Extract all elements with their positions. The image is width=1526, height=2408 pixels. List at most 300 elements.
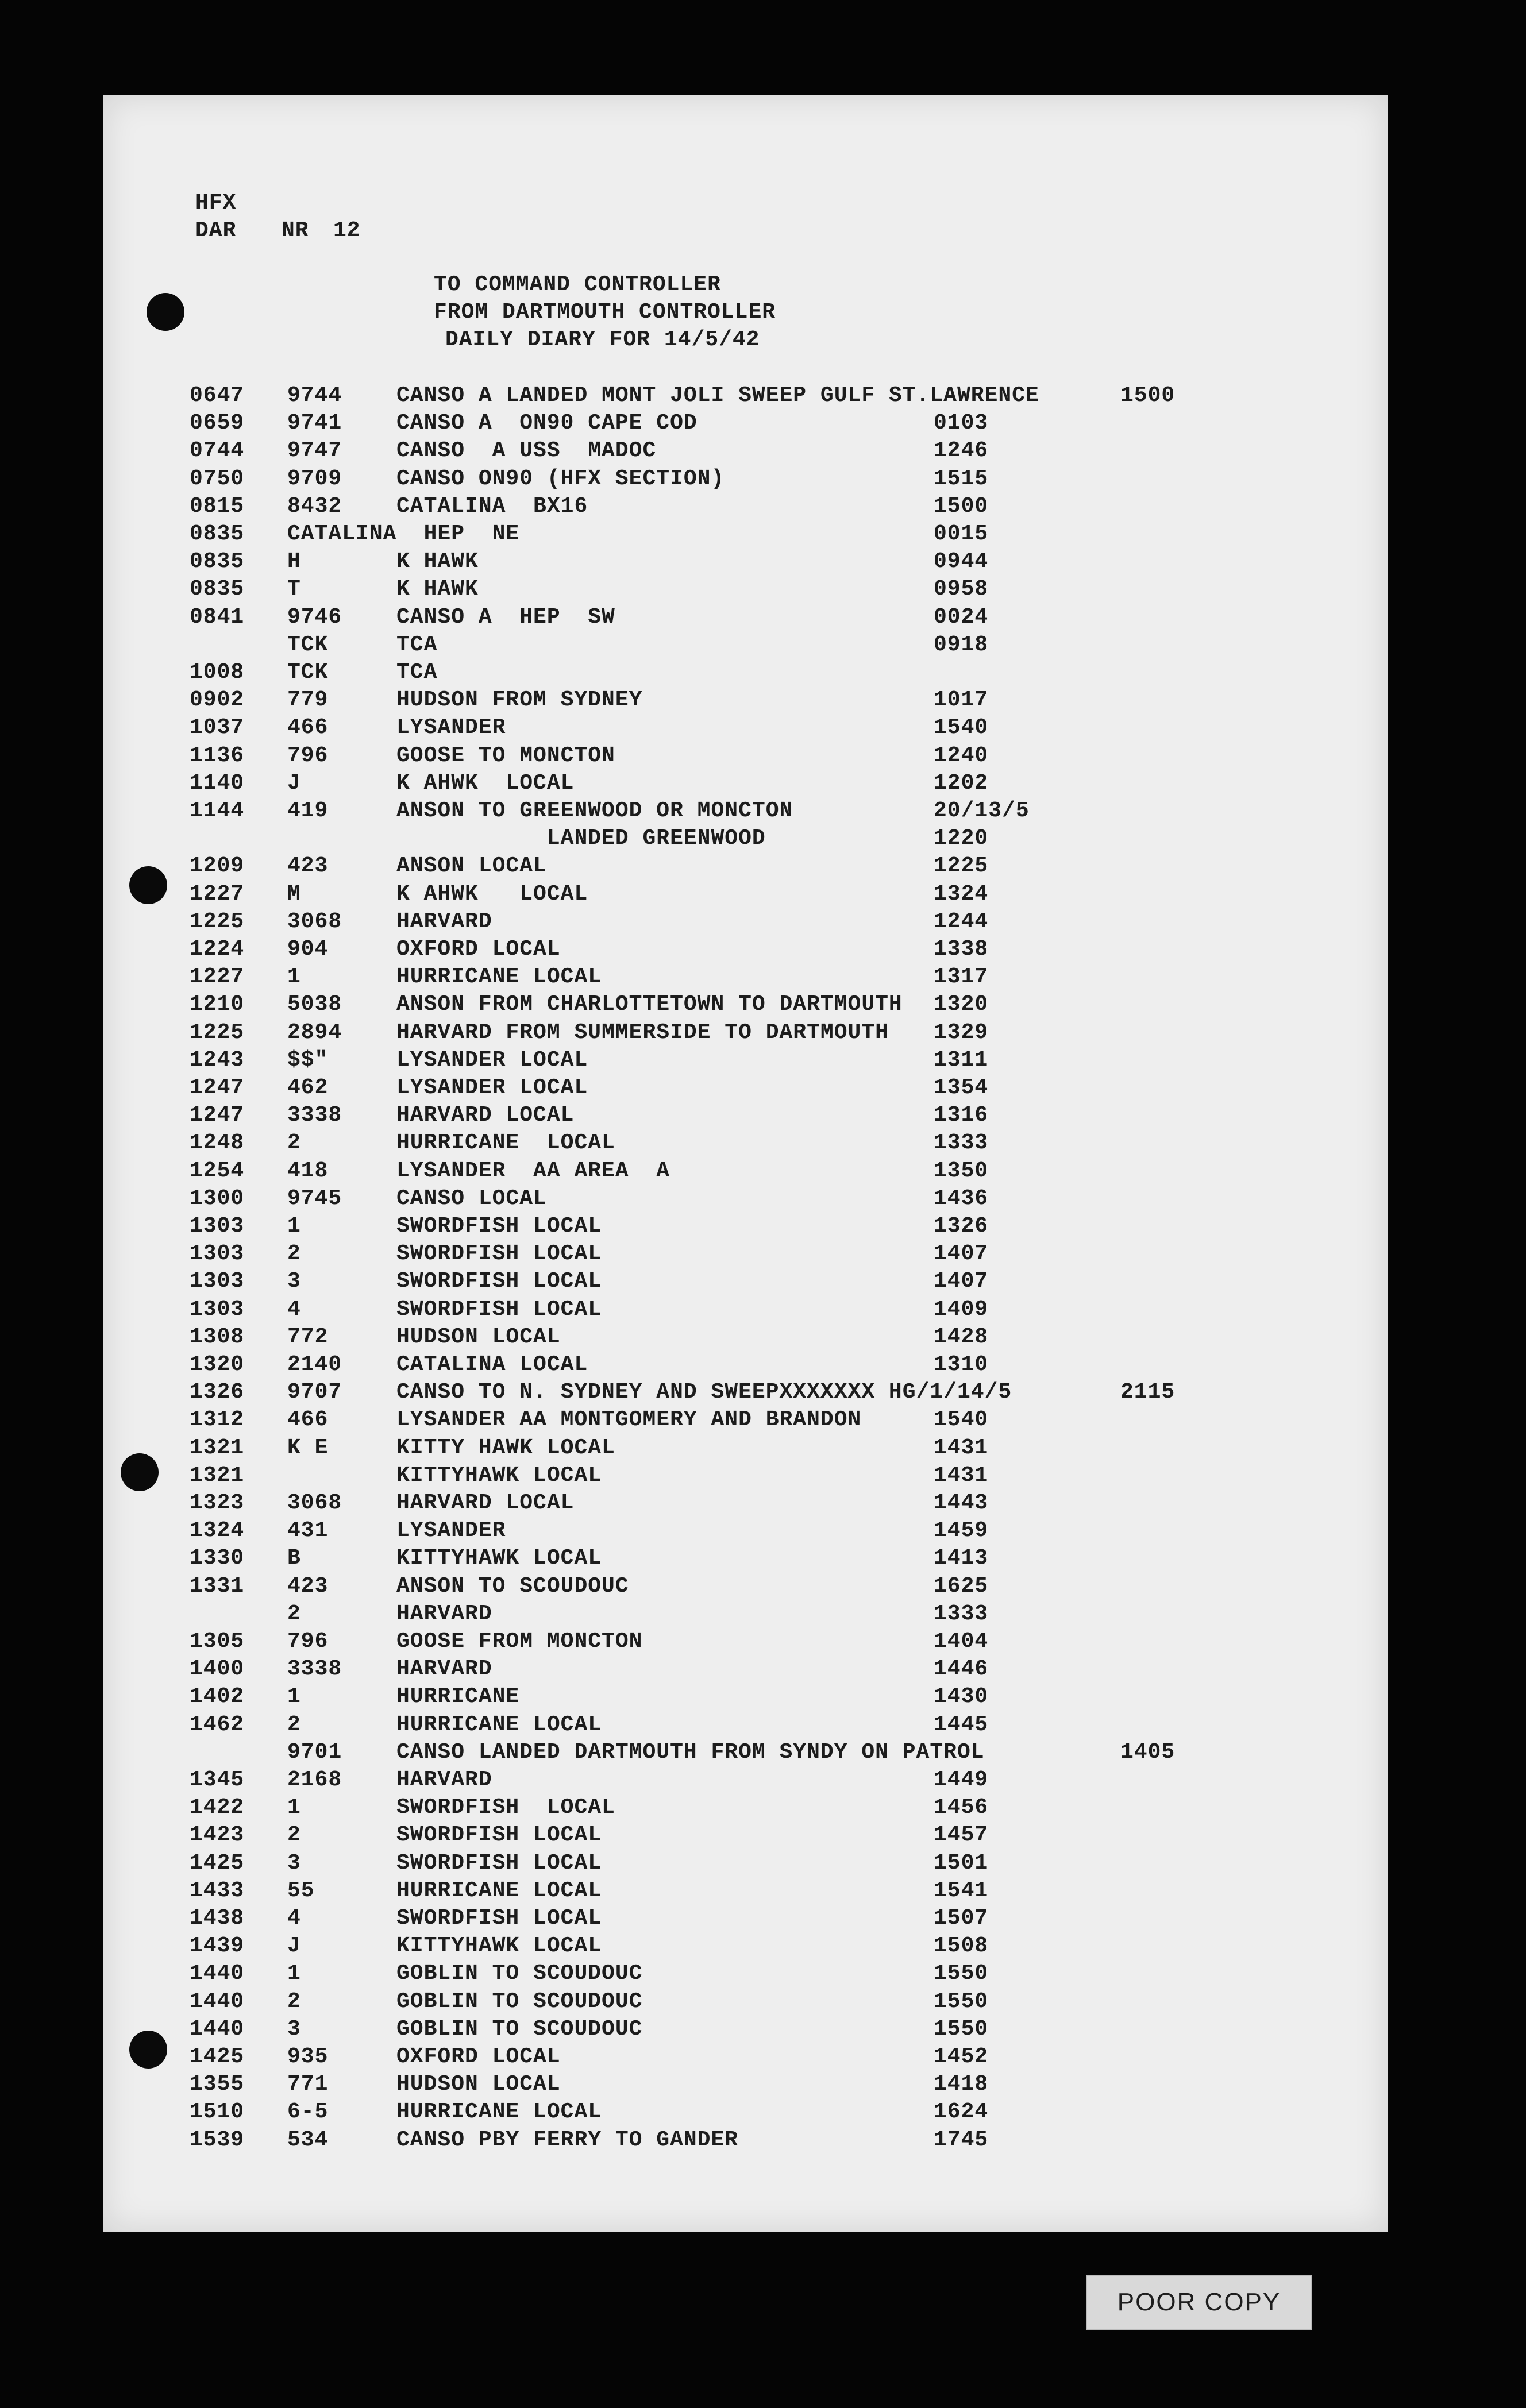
diary-row bbox=[103, 576, 1388, 603]
entry-time: 1227 bbox=[190, 881, 245, 906]
entry-aircraft: 5038 bbox=[287, 992, 342, 1017]
entry-aircraft: 772 bbox=[287, 1324, 329, 1349]
entry-description: TCA bbox=[396, 632, 438, 657]
entry-time: 1300 bbox=[190, 1186, 245, 1211]
punch-hole bbox=[147, 293, 184, 331]
diary-row bbox=[103, 1379, 1388, 1406]
entry-aircraft: $$" bbox=[287, 1047, 329, 1072]
entry-return-time: 1508 bbox=[934, 1934, 989, 1959]
header-hfx: HFX bbox=[195, 191, 237, 215]
entry-return-time: 1407 bbox=[934, 1241, 989, 1267]
diary-row bbox=[103, 1185, 1388, 1213]
entry-description: LANDED GREENWOOD bbox=[396, 826, 766, 851]
entry-aircraft: 418 bbox=[287, 1158, 329, 1183]
entry-return-time: 1550 bbox=[934, 1961, 989, 1986]
entry-description: LYSANDER LOCAL bbox=[396, 1047, 588, 1072]
entry-return-time: 0918 bbox=[934, 632, 989, 657]
entry-time: 1210 bbox=[190, 992, 245, 1017]
entry-return-time: 0103 bbox=[934, 411, 989, 436]
entry-return-time: 1320 bbox=[934, 992, 989, 1017]
entry-aircraft: 4 bbox=[287, 1906, 301, 1931]
entry-aircraft: B bbox=[287, 1546, 301, 1571]
entry-description: CANSO A USS MADOC bbox=[396, 438, 657, 464]
entry-aircraft: 2 bbox=[287, 1989, 301, 2014]
entry-time: 1308 bbox=[190, 1324, 245, 1349]
entry-return-time: 1452 bbox=[934, 2044, 989, 2069]
diary-row bbox=[103, 1573, 1388, 1600]
diary-row bbox=[103, 1600, 1388, 1628]
entry-aircraft: TCK bbox=[287, 660, 329, 685]
entry-aircraft: 9701 bbox=[287, 1739, 342, 1765]
entry-time: 1324 bbox=[190, 1518, 245, 1543]
entry-time: 1345 bbox=[190, 1768, 245, 1792]
entry-time: 1355 bbox=[190, 2072, 245, 2097]
diary-row bbox=[103, 1489, 1388, 1517]
entry-aircraft: 466 bbox=[287, 1407, 329, 1433]
entry-description: SWORDFISH LOCAL bbox=[396, 1795, 615, 1820]
entry-return-time: 1501 bbox=[934, 1850, 989, 1876]
diary-row bbox=[103, 2071, 1388, 2098]
entry-aircraft: 6-5 bbox=[287, 2100, 329, 2125]
diary-row bbox=[103, 2098, 1388, 2126]
entry-time: 1321 bbox=[190, 1462, 245, 1488]
diary-row bbox=[103, 520, 1388, 548]
entry-description: LYSANDER bbox=[396, 1518, 506, 1543]
entry-return-time: 1443 bbox=[934, 1491, 989, 1515]
diary-row bbox=[103, 1545, 1388, 1572]
diary-row bbox=[103, 852, 1388, 880]
entry-return-time: 1404 bbox=[934, 1629, 989, 1654]
entry-return-time: 1329 bbox=[934, 1020, 989, 1045]
entry-aircraft: 9741 bbox=[287, 411, 342, 436]
entry-return-time: 1246 bbox=[934, 438, 989, 464]
entry-return-time: 1244 bbox=[934, 909, 989, 934]
header-nr: NR bbox=[282, 218, 309, 243]
entry-return-time: 0944 bbox=[934, 549, 989, 574]
entry-description: HARVARD LOCAL bbox=[396, 1103, 575, 1128]
diary-row bbox=[103, 1213, 1388, 1240]
header-dar: DAR bbox=[195, 218, 237, 243]
entry-return-time: 1017 bbox=[934, 688, 989, 713]
entry-return-time: 1202 bbox=[934, 770, 989, 796]
entry-aircraft: K E bbox=[287, 1435, 329, 1460]
entry-aircraft: 9707 bbox=[287, 1380, 342, 1405]
entry-time: 0659 bbox=[190, 411, 245, 436]
entry-return-time: 0958 bbox=[934, 577, 989, 602]
entry-description: SWORDFISH LOCAL bbox=[396, 1241, 602, 1267]
entry-description: GOBLIN TO SCOUDOUC bbox=[396, 1961, 643, 1986]
entry-description: CANSO A ON90 CAPE COD bbox=[396, 411, 698, 436]
entry-return-time: 1316 bbox=[934, 1103, 989, 1128]
entry-description: HARVARD bbox=[396, 1768, 492, 1792]
entry-time: 1144 bbox=[190, 798, 245, 823]
entry-aircraft: 3068 bbox=[287, 909, 342, 934]
entry-time: 0835 bbox=[190, 522, 245, 546]
entry-aircraft: 3338 bbox=[287, 1657, 342, 1682]
entry-aircraft: 466 bbox=[287, 715, 329, 740]
entry-return-time: 1507 bbox=[934, 1906, 989, 1931]
entry-time: 0750 bbox=[190, 466, 245, 491]
entry-return-time: 1317 bbox=[934, 964, 989, 990]
diary-row bbox=[103, 881, 1388, 908]
entry-description: LYSANDER bbox=[396, 715, 506, 740]
entry-aircraft: 9709 bbox=[287, 466, 342, 491]
entry-time: 1224 bbox=[190, 937, 245, 962]
entry-aircraft: 904 bbox=[287, 937, 329, 962]
entry-description: HURRICANE LOCAL bbox=[396, 1130, 615, 1156]
entry-description: KITTY HAWK LOCAL bbox=[396, 1435, 615, 1460]
entry-description: SWORDFISH LOCAL bbox=[396, 1906, 602, 1931]
entry-description: HURRICANE LOCAL bbox=[396, 2100, 602, 2125]
entry-aircraft: 2 bbox=[287, 1823, 301, 1848]
diary-row bbox=[103, 714, 1388, 742]
entry-description: LYSANDER LOCAL bbox=[396, 1075, 588, 1100]
diary-row bbox=[103, 659, 1388, 686]
entry-time: 1254 bbox=[190, 1158, 245, 1183]
entry-time: 0815 bbox=[190, 493, 245, 519]
entry-description: LYSANDER AA MONTGOMERY AND BRANDON bbox=[396, 1407, 862, 1433]
entry-aircraft: 2168 bbox=[287, 1768, 342, 1792]
entry-return-time: 1625 bbox=[934, 1573, 989, 1599]
entry-time: 0744 bbox=[190, 438, 245, 464]
entry-return-time: 1540 bbox=[934, 1407, 989, 1433]
entry-description: HUDSON LOCAL bbox=[396, 1324, 561, 1349]
entry-description: HURRICANE LOCAL bbox=[396, 1712, 602, 1737]
entry-return-time: 20/13/5 bbox=[934, 798, 1030, 823]
diary-row bbox=[103, 1517, 1388, 1545]
entry-time: 1225 bbox=[190, 1020, 245, 1045]
entry-return-time: 1240 bbox=[934, 743, 989, 768]
diary-row bbox=[103, 963, 1388, 991]
entry-description: TCA bbox=[396, 660, 438, 685]
diary-row bbox=[103, 604, 1388, 631]
entry-time: 1423 bbox=[190, 1823, 245, 1848]
entry-return-time: 1409 bbox=[934, 1296, 989, 1322]
entry-return-time: 1515 bbox=[934, 466, 989, 491]
entry-description: HARVARD bbox=[396, 1657, 492, 1682]
entry-return-time: 1449 bbox=[934, 1768, 989, 1792]
entry-aircraft: 8432 bbox=[287, 493, 342, 519]
entry-return-time: 1431 bbox=[934, 1435, 989, 1460]
entry-time: 1136 bbox=[190, 743, 245, 768]
entry-aircraft: 431 bbox=[287, 1518, 329, 1543]
entry-description: CATALINA BX16 bbox=[396, 493, 588, 519]
header-to: TO COMMAND CONTROLLER bbox=[434, 272, 721, 297]
entry-description: HURRICANE LOCAL bbox=[396, 964, 602, 990]
entry-return-time: 1550 bbox=[934, 1989, 989, 2014]
punch-hole bbox=[129, 866, 167, 904]
diary-row bbox=[103, 1129, 1388, 1157]
entry-time: 1037 bbox=[190, 715, 245, 740]
entry-aircraft: 55 bbox=[287, 1878, 315, 1903]
diary-row bbox=[103, 1296, 1388, 1323]
diary-row bbox=[103, 1960, 1388, 1988]
entry-time: 1440 bbox=[190, 2016, 245, 2042]
entry-aircraft: 1 bbox=[287, 1795, 301, 1820]
entry-description: ANSON TO SCOUDOUC bbox=[396, 1573, 629, 1599]
entry-return-time: 1333 bbox=[934, 1130, 989, 1156]
entry-time: 1400 bbox=[190, 1657, 245, 1682]
entry-time: 1008 bbox=[190, 660, 245, 685]
entry-aircraft: 779 bbox=[287, 688, 329, 713]
entry-return-time: 1550 bbox=[934, 2016, 989, 2042]
entry-description: SWORDFISH LOCAL bbox=[396, 1823, 602, 1848]
entry-description: OXFORD LOCAL bbox=[396, 937, 561, 962]
entry-aircraft: 2 bbox=[287, 1130, 301, 1156]
entry-description: KITTYHAWK LOCAL bbox=[396, 1462, 602, 1488]
entry-aircraft: 3 bbox=[287, 1269, 301, 1294]
entry-aircraft: TCK bbox=[287, 632, 329, 657]
entry-return-time: 1310 bbox=[934, 1352, 989, 1377]
entry-time: 1320 bbox=[190, 1352, 245, 1377]
entry-aircraft: J bbox=[287, 770, 301, 796]
entry-description: GOOSE FROM MONCTON bbox=[396, 1629, 643, 1654]
diary-row bbox=[103, 382, 1388, 410]
entry-return-time: 1338 bbox=[934, 937, 989, 962]
diary-row bbox=[103, 686, 1388, 714]
entry-time: 0902 bbox=[190, 688, 245, 713]
entry-description: HARVARD FROM SUMMERSIDE TO DARTMOUTH bbox=[396, 1020, 889, 1045]
entry-description: GOBLIN TO SCOUDOUC bbox=[396, 1989, 643, 2014]
entry-return-time: 1350 bbox=[934, 1158, 989, 1183]
entry-return-time: 1311 bbox=[934, 1047, 989, 1072]
entry-description: K AHWK LOCAL bbox=[396, 770, 575, 796]
entry-time: 0835 bbox=[190, 549, 245, 574]
diary-row bbox=[103, 1323, 1388, 1351]
entry-aircraft: 3338 bbox=[287, 1103, 342, 1128]
entry-time: 1433 bbox=[190, 1878, 245, 1903]
entry-aircraft: 9746 bbox=[287, 604, 342, 630]
entry-time: 1539 bbox=[190, 2127, 245, 2152]
entry-return-time: 1541 bbox=[934, 1878, 989, 1903]
entry-description: HARVARD bbox=[396, 909, 492, 934]
poor-copy-label: POOR COPY bbox=[1117, 2288, 1281, 2316]
entry-aircraft: J bbox=[287, 1934, 301, 1959]
diary-row bbox=[103, 1932, 1388, 1960]
entry-time: 1247 bbox=[190, 1103, 245, 1128]
entry-extra-time: 2115 bbox=[1120, 1380, 1176, 1405]
punch-hole bbox=[121, 1453, 159, 1491]
entry-return-time: 1428 bbox=[934, 1324, 989, 1349]
diary-row bbox=[103, 1351, 1388, 1379]
diary-row bbox=[103, 2127, 1388, 2154]
entry-time: 1330 bbox=[190, 1546, 245, 1571]
entry-return-time: 1445 bbox=[934, 1712, 989, 1737]
entry-description: CANSO ON90 (HFX SECTION) bbox=[396, 466, 725, 491]
diary-row bbox=[103, 770, 1388, 797]
entry-description: SWORDFISH LOCAL bbox=[396, 1850, 602, 1876]
entry-aircraft: 4 bbox=[287, 1296, 301, 1322]
entry-return-time: 1326 bbox=[934, 1214, 989, 1238]
entry-description: K HAWK bbox=[396, 549, 479, 574]
entry-description: CANSO A HEP SW bbox=[396, 604, 615, 630]
entry-return-time: 1324 bbox=[934, 881, 989, 906]
diary-row bbox=[103, 1240, 1388, 1268]
entry-aircraft: 9745 bbox=[287, 1186, 342, 1211]
entry-aircraft: 2140 bbox=[287, 1352, 342, 1377]
diary-row bbox=[103, 1711, 1388, 1739]
diary-row bbox=[103, 1988, 1388, 2016]
entry-aircraft: M bbox=[287, 881, 301, 906]
entry-time: 1402 bbox=[190, 1684, 245, 1709]
diary-row bbox=[103, 742, 1388, 770]
entry-time: 1462 bbox=[190, 1712, 245, 1737]
entry-return-time: 1459 bbox=[934, 1518, 989, 1543]
entry-time: 1140 bbox=[190, 770, 245, 796]
punch-hole bbox=[129, 2031, 167, 2069]
entry-extra-time: 1405 bbox=[1120, 1739, 1176, 1765]
diary-row bbox=[103, 1268, 1388, 1295]
entry-return-time: 1500 bbox=[934, 493, 989, 519]
entry-time: 1331 bbox=[190, 1573, 245, 1599]
entry-time: 1303 bbox=[190, 1296, 245, 1322]
entry-return-time: 1333 bbox=[934, 1601, 989, 1626]
diary-row bbox=[103, 908, 1388, 936]
entry-description: SWORDFISH LOCAL bbox=[396, 1214, 602, 1238]
entry-description: HUDSON FROM SYDNEY bbox=[396, 688, 643, 713]
diary-row bbox=[103, 1019, 1388, 1047]
entry-aircraft: 1 bbox=[287, 1684, 301, 1709]
diary-row bbox=[103, 825, 1388, 852]
entry-description: SWORDFISH LOCAL bbox=[396, 1296, 602, 1322]
diary-row bbox=[103, 548, 1388, 576]
entry-time: 0841 bbox=[190, 604, 245, 630]
document-page bbox=[103, 95, 1388, 2232]
entry-aircraft: 771 bbox=[287, 2072, 329, 2097]
entry-aircraft: 534 bbox=[287, 2127, 329, 2152]
entry-description: LYSANDER AA AREA A bbox=[396, 1158, 670, 1183]
entry-description: HURRICANE bbox=[396, 1684, 520, 1709]
entry-aircraft: 796 bbox=[287, 1629, 329, 1654]
entry-aircraft: 2 bbox=[287, 1241, 301, 1267]
entry-time: 1305 bbox=[190, 1629, 245, 1654]
diary-row bbox=[103, 2016, 1388, 2043]
entry-time: 1247 bbox=[190, 1075, 245, 1100]
entry-return-time: 1745 bbox=[934, 2127, 989, 2152]
entry-aircraft: 9744 bbox=[287, 383, 342, 408]
entry-return-time: 1354 bbox=[934, 1075, 989, 1100]
entry-time: 1243 bbox=[190, 1047, 245, 1072]
entry-description: KITTYHAWK LOCAL bbox=[396, 1546, 602, 1571]
entry-aircraft: 796 bbox=[287, 743, 329, 768]
header-diary-title: DAILY DIARY FOR 14/5/42 bbox=[445, 327, 760, 352]
entry-time: 1425 bbox=[190, 2044, 245, 2069]
entry-time: 1422 bbox=[190, 1795, 245, 1820]
entry-time: 1303 bbox=[190, 1269, 245, 1294]
diary-row bbox=[103, 1157, 1388, 1185]
diary-row bbox=[103, 2043, 1388, 2071]
entry-aircraft: 3 bbox=[287, 1850, 301, 1876]
entry-description: HARVARD bbox=[396, 1601, 492, 1626]
entry-description: CANSO LANDED DARTMOUTH FROM SYNDY ON PATROL bbox=[396, 1739, 985, 1765]
diary-row bbox=[103, 1822, 1388, 1849]
entry-aircraft: 2894 bbox=[287, 1020, 342, 1045]
diary-row bbox=[103, 465, 1388, 493]
entry-time: 1438 bbox=[190, 1906, 245, 1931]
entry-description: SWORDFISH LOCAL bbox=[396, 1269, 602, 1294]
entry-description: K AHWK LOCAL bbox=[396, 881, 588, 906]
diary-row bbox=[103, 410, 1388, 437]
entry-description: HUDSON LOCAL bbox=[396, 2072, 561, 2097]
entry-time: 1227 bbox=[190, 964, 245, 990]
entry-time: 1439 bbox=[190, 1934, 245, 1959]
entry-aircraft: 3 bbox=[287, 2016, 301, 2042]
entry-aircraft: 1 bbox=[287, 1214, 301, 1238]
entry-return-time: 1413 bbox=[934, 1546, 989, 1571]
entry-time: 0647 bbox=[190, 383, 245, 408]
diary-row bbox=[103, 1047, 1388, 1074]
entry-time: 0835 bbox=[190, 577, 245, 602]
diary-row bbox=[103, 1794, 1388, 1822]
entry-time: 1425 bbox=[190, 1850, 245, 1876]
entry-return-time: 0024 bbox=[934, 604, 989, 630]
entry-time: 1510 bbox=[190, 2100, 245, 2125]
diary-row bbox=[103, 493, 1388, 520]
entry-time: 1303 bbox=[190, 1241, 245, 1267]
diary-row bbox=[103, 991, 1388, 1018]
entry-return-time: 1431 bbox=[934, 1462, 989, 1488]
entry-return-time: 1220 bbox=[934, 826, 989, 851]
entry-aircraft: 1 bbox=[287, 964, 301, 990]
entry-time: 1248 bbox=[190, 1130, 245, 1156]
entry-aircraft: CATALINA bbox=[287, 522, 397, 546]
entry-description: CATALINA LOCAL bbox=[396, 1352, 588, 1377]
entry-time: 1303 bbox=[190, 1214, 245, 1238]
diary-row bbox=[103, 1434, 1388, 1462]
diary-row bbox=[103, 1683, 1388, 1711]
entry-time: 1321 bbox=[190, 1435, 245, 1460]
diary-row bbox=[103, 1074, 1388, 1102]
entry-description: CANSO A LANDED MONT JOLI SWEEP GULF ST.LAWRENCE bbox=[396, 383, 1039, 408]
diary-row bbox=[103, 1905, 1388, 1932]
diary-row bbox=[103, 1877, 1388, 1905]
entry-aircraft: 419 bbox=[287, 798, 329, 823]
entry-description: GOBLIN TO SCOUDOUC bbox=[396, 2016, 643, 2042]
entry-description: CANSO TO N. SYDNEY AND SWEEPXXXXXXX HG/1/14/5 bbox=[396, 1380, 1012, 1405]
entry-return-time: 1457 bbox=[934, 1823, 989, 1848]
entry-aircraft: 9747 bbox=[287, 438, 342, 464]
entry-return-time: 1407 bbox=[934, 1269, 989, 1294]
entry-description: HURRICANE LOCAL bbox=[396, 1878, 602, 1903]
entry-description: HARVARD LOCAL bbox=[396, 1491, 575, 1515]
entry-time: 1225 bbox=[190, 909, 245, 934]
entry-time: 1209 bbox=[190, 854, 245, 879]
entry-return-time: 1540 bbox=[934, 715, 989, 740]
entry-return-time: 1436 bbox=[934, 1186, 989, 1211]
entry-return-time: 0015 bbox=[934, 522, 989, 546]
diary-row bbox=[103, 1628, 1388, 1656]
entry-aircraft: 2 bbox=[287, 1712, 301, 1737]
entry-aircraft: 423 bbox=[287, 854, 329, 879]
entry-return-time: 1446 bbox=[934, 1657, 989, 1682]
entry-return-time: 1624 bbox=[934, 2100, 989, 2125]
entry-description: ANSON LOCAL bbox=[396, 854, 547, 879]
diary-row bbox=[103, 1766, 1388, 1794]
entry-return-time: 1456 bbox=[934, 1795, 989, 1820]
entry-time: 1326 bbox=[190, 1380, 245, 1405]
entry-time: 1440 bbox=[190, 1989, 245, 2014]
entry-time: 1312 bbox=[190, 1407, 245, 1433]
entry-aircraft: 462 bbox=[287, 1075, 329, 1100]
diary-row bbox=[103, 1102, 1388, 1129]
entry-aircraft: 3068 bbox=[287, 1491, 342, 1515]
diary-row bbox=[103, 1462, 1388, 1489]
header-nr-number: 12 bbox=[333, 218, 361, 243]
entry-aircraft: 1 bbox=[287, 1961, 301, 1986]
entry-description: CANSO PBY FERRY TO GANDER bbox=[396, 2127, 739, 2152]
entry-description: ANSON TO GREENWOOD OR MONCTON bbox=[396, 798, 793, 823]
entry-return-time: 1225 bbox=[934, 854, 989, 879]
